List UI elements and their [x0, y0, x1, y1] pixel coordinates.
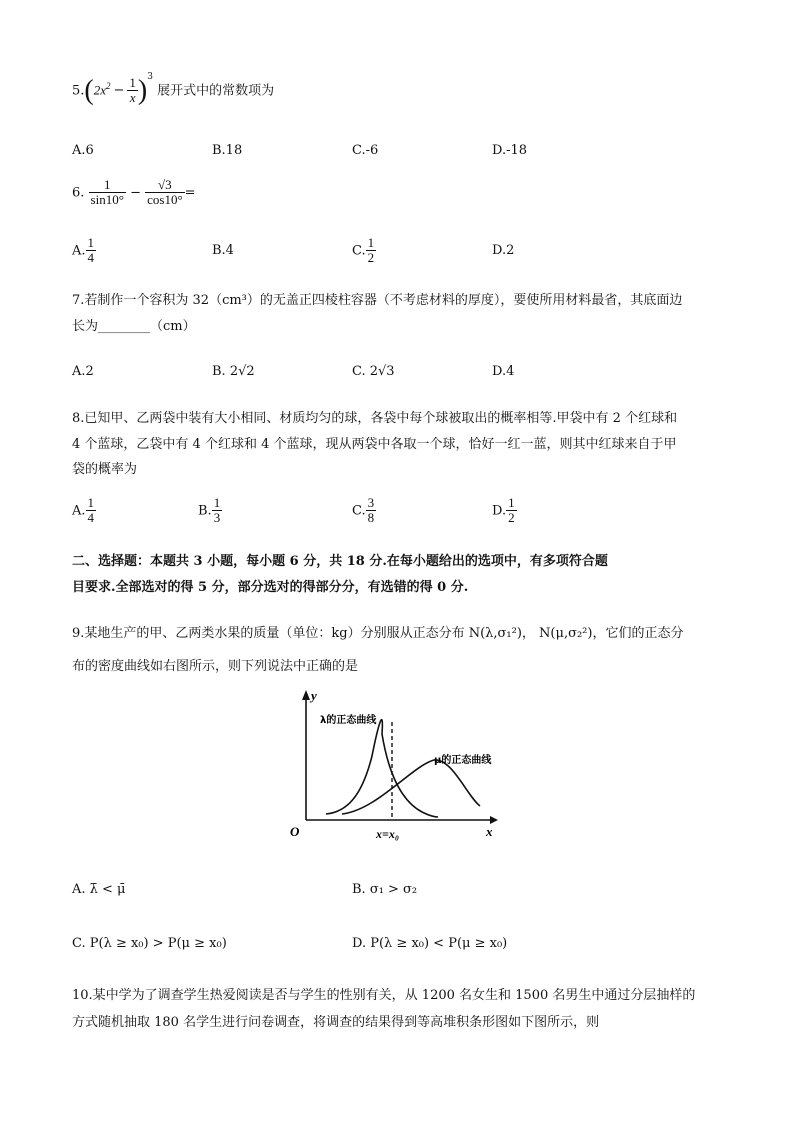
option-a[interactable]: A.6: [72, 143, 94, 158]
right-paren: ): [137, 74, 148, 106]
question-number: 6.: [72, 185, 85, 201]
question-7-line-2: 长为________（cm）: [72, 319, 196, 334]
option-c[interactable]: C.-6: [352, 143, 379, 158]
option-d[interactable]: D.2: [492, 243, 515, 258]
option-b[interactable]: B.4: [212, 243, 234, 258]
left-paren: (: [84, 74, 94, 106]
fraction: $\frac{1}{x}$: [129, 75, 136, 106]
lambda-curve: [326, 720, 438, 817]
option-d[interactable]: D.-18: [492, 143, 528, 158]
question-number: 5.: [72, 83, 85, 99]
outer-exponent: 3: [147, 71, 153, 82]
fraction: $\frac{1}{4}$: [87, 235, 95, 266]
option-d[interactable]: D. P(λ ≥ x₀) < P(μ ≥ x₀): [352, 936, 508, 951]
question-8-line-1: 8.已知甲、乙两袋中装有大小相同、材质均匀的球，各袋中每个球被取出的概率相等.甲袋中有 2 个红球和: [72, 411, 678, 426]
question-7-line-1: 7.若制作一个容积为 32（cm³）的无盖正四棱柱容器（不考虑材料的厚度），要使所用材料最省，其底面边: [72, 293, 683, 308]
question-9-line-1: 9.某地生产的甲、乙两类水果的质量（单位：kg）分别服从正态分布 N(λ,σ₁²)， N(μ,σ₂²)，它们的正态分: [72, 626, 684, 641]
fraction-1: $\frac{1}{\sin 10^\circ}$: [90, 177, 124, 208]
question-9-line-2: 布的密度曲线如右图所示，则下列说法中正确的是: [72, 659, 359, 674]
x0-label: x=x₀: [376, 827, 400, 841]
question-8-line-2: 4 个蓝球，乙袋中有 4 个红球和 4 个蓝球，现从两袋中各取一个球，恰好一红一蓝，则其中红球来自于甲: [72, 437, 677, 452]
option-a[interactable]: A. $\frac{1}{4}$: [72, 235, 95, 266]
fraction-2: $\frac{√3}{\cos 10^\circ}$: [147, 177, 183, 208]
math-term: 2x: [93, 82, 107, 98]
option-b[interactable]: B. 2√2: [212, 364, 255, 379]
option-c[interactable]: C. $\frac{3}{8}$: [352, 495, 375, 526]
question-5-stem: [72, 71, 275, 106]
y-axis-label: y: [311, 688, 317, 703]
question-6-stem: [72, 178, 196, 208]
x-axis-label: x: [486, 824, 493, 839]
lambda-curve-label: λ的正态曲线: [320, 715, 377, 726]
section-heading-line-1: 二、选择题：本题共 3 小题，每小题 6 分，共 18 分.在每小题给出的选项中，有多项符合题: [72, 554, 608, 569]
question-10-line-2: 方式随机抽取 180 名学生进行问卷调查，将调查的结果得到等高堆积条形图如下图所示，则: [72, 1015, 600, 1030]
fraction: $\frac{1}{2}$: [367, 235, 375, 266]
normal-curves-figure: [282, 686, 500, 844]
exponent: 2: [106, 80, 111, 91]
minus-sign: −: [130, 185, 141, 201]
option-a[interactable]: A. $\frac{1}{4}$: [72, 495, 95, 526]
option-a[interactable]: A. λ̄ < μ̄: [72, 882, 126, 897]
question-10-line-1: 10.某中学为了调查学生热爱阅读是否与学生的性别有关，从 1200 名女生和 1500 名男生中通过分层抽样的: [72, 988, 696, 1003]
option-c[interactable]: C. 2√3: [352, 364, 395, 379]
option-c[interactable]: C. P(λ ≥ x₀) > P(μ ≥ x₀): [72, 936, 227, 951]
section-heading-line-2: 目要求.全部选对的得 5 分，部分选对的得部分分，有选错的得 0 分.: [72, 580, 469, 595]
option-b[interactable]: B. σ₁ > σ₂: [352, 882, 418, 897]
origin-label: O: [290, 824, 300, 839]
y-axis-arrow: [302, 690, 310, 700]
minus-sign: −: [113, 83, 125, 99]
question-text: 展开式中的常数项为: [157, 83, 275, 99]
option-b[interactable]: B. $\frac{1}{3}$: [198, 495, 221, 526]
mu-curve: [342, 760, 480, 814]
mu-curve-label: μ的正态曲线: [434, 755, 492, 766]
question-8-line-3: 袋的概率为: [72, 462, 138, 477]
equals-sign: =: [184, 185, 196, 201]
option-c[interactable]: C. $\frac{1}{2}$: [352, 235, 375, 266]
x-axis-arrow: [490, 816, 498, 824]
option-d[interactable]: D. $\frac{1}{2}$: [492, 495, 515, 526]
option-b[interactable]: B.18: [212, 143, 243, 158]
option-a[interactable]: A.2: [72, 364, 94, 379]
option-d[interactable]: D.4: [492, 364, 515, 379]
